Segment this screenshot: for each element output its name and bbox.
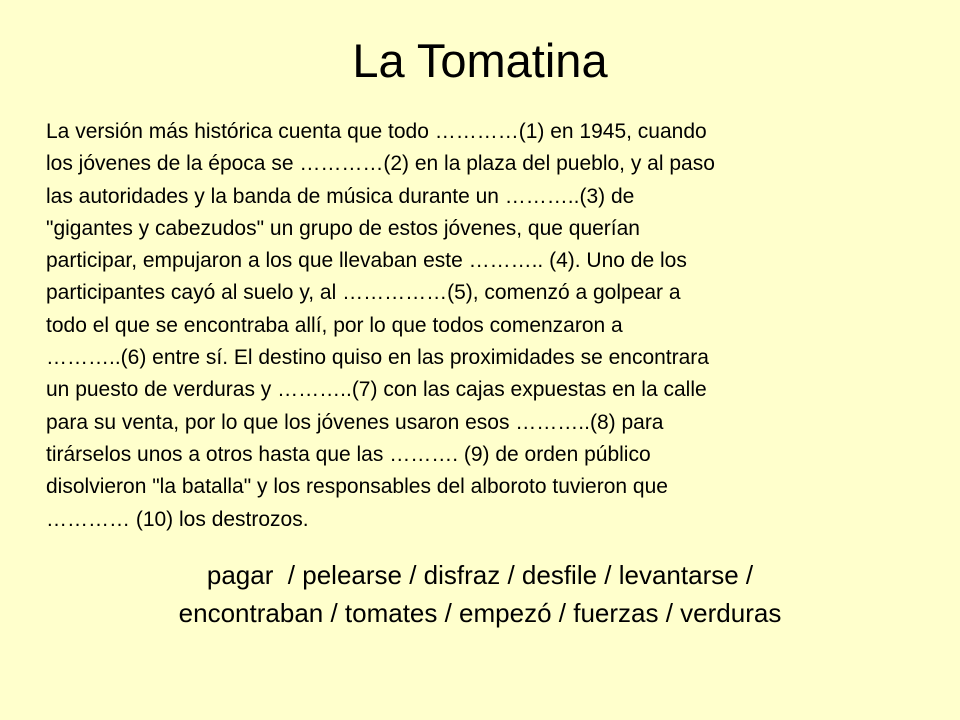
word-bank-line: encontraban / tomates / empezó / fuerzas / verduras (178, 598, 782, 628)
paragraph-line: participar, empujaron a los que llevaban este ……….. (4). Uno de los (46, 249, 687, 273)
paragraph-line: ………..(6) entre sí. El destino quiso en las proximidades se encontrara (46, 346, 709, 370)
paragraph-line: todo el que se encontraba allí, por lo que todos comenzaron a (46, 313, 623, 337)
paragraph-line: ………… (10) los destrozos. (46, 507, 309, 531)
paragraph-line: tirárselos unos a otros hasta que las ………. (9) de orden público (46, 442, 651, 466)
paragraph-line: las autoridades y la banda de música durante un ………..(3) de (46, 184, 635, 208)
paragraph-line: La versión más histórica cuenta que todo …………(1) en 1945, cuando (46, 120, 707, 143)
word-bank-line: pagar / pelearse / disfraz / desfile / levantarse / (206, 560, 754, 590)
paragraph-line: participantes cayó al suelo y, al ……………(5), comenzó a golpear a (46, 281, 681, 305)
paragraph-line: un puesto de verduras y ………..(7) con las cajas expuestas en la calle (46, 378, 707, 402)
slide-title: La Tomatina (352, 34, 608, 87)
paragraph-line: los jóvenes de la época se …………(2) en la plaza del pueblo, y al paso (46, 152, 715, 176)
exercise-paragraph (46, 116, 926, 536)
paragraph-line: para su venta, por lo que los jóvenes usaron esos ………..(8) para (46, 410, 664, 434)
word-bank (0, 556, 960, 632)
paragraph-line: disolvieron "la batalla" y los responsables del alboroto tuvieron que (46, 475, 668, 499)
paragraph-line: "gigantes y cabezudos" un grupo de estos jóvenes, que querían (46, 216, 640, 240)
